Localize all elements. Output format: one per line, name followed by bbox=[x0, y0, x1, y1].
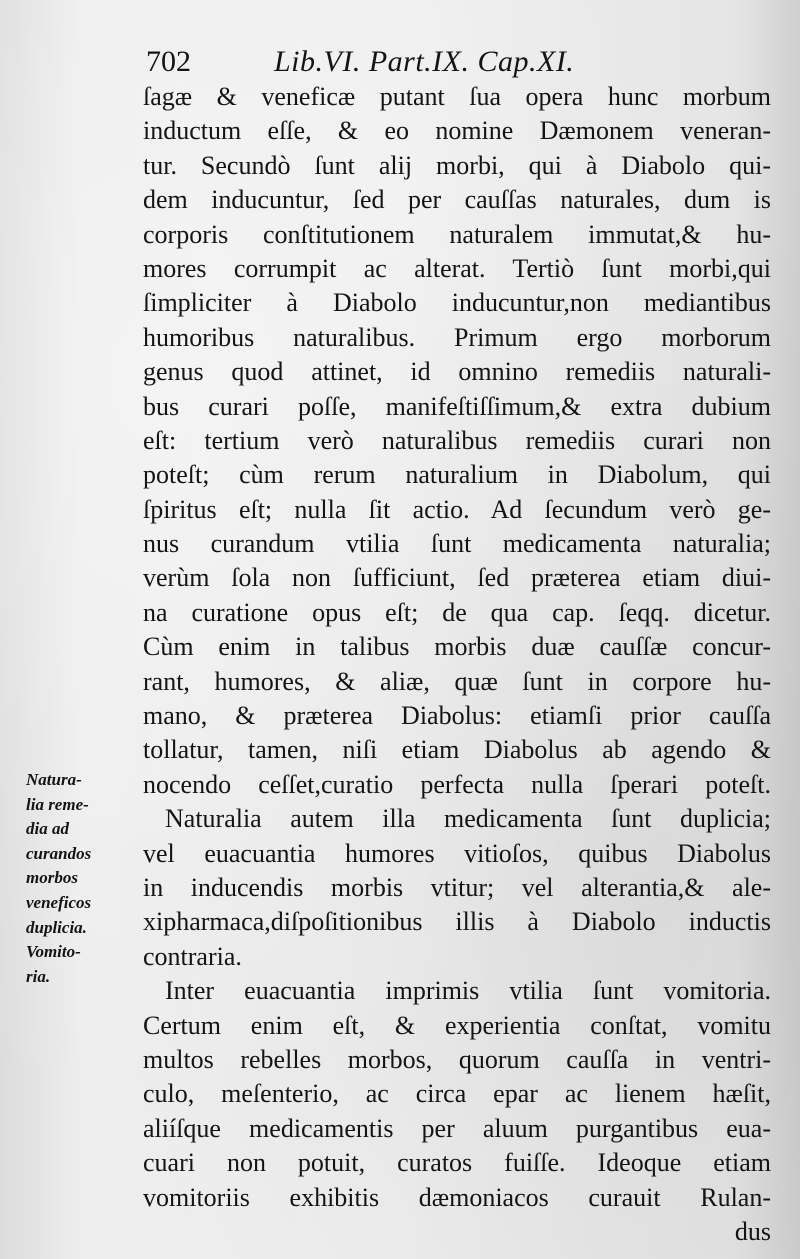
margin-note-line: duplicia. bbox=[26, 917, 87, 937]
text-line: eſt: tertium verò naturalibus remediis curari non bbox=[143, 425, 771, 455]
margin-note-line: ria. bbox=[26, 966, 51, 986]
margin-note-line: veneficos bbox=[26, 892, 92, 912]
text-line: vel euacuantia humores vitioſos, quibus Diabolus bbox=[143, 838, 771, 868]
running-head: Lib.VI. Part.IX. Cap.XI. bbox=[274, 45, 575, 78]
text-line: Cùm enim in talibus morbis duæ cauſſæ concur- bbox=[143, 632, 771, 662]
margin-note-line: morbos bbox=[26, 868, 78, 888]
text-line: contraria. bbox=[143, 941, 242, 971]
text-line: Naturalia autem illa medicamenta ſunt duplicia; bbox=[165, 804, 771, 834]
text-line: vomitoriis exhibitis dæmoniacos curauit Rulan- bbox=[143, 1182, 771, 1212]
text-line: nocendo ceſſet,curatio perfecta nulla ſperari poteſt. bbox=[143, 769, 771, 799]
text-line: mano, & præterea Diabolus: etiamſi prior cauſſa bbox=[143, 701, 771, 731]
text-line: tollatur, tamen, niſi etiam Diabolus ab agendo & bbox=[143, 735, 771, 765]
text-line: nus curandum vtilia ſunt medicamenta naturalia; bbox=[143, 529, 771, 559]
catchword: dus bbox=[734, 1216, 771, 1246]
text-line: verùm ſola non ſufficiunt, ſed præterea etiam diui- bbox=[143, 563, 771, 593]
text-line: Inter euacuantia imprimis vtilia ſunt vomitoria. bbox=[165, 976, 771, 1006]
text-line: aliíſque medicamentis per aluum purgantibus eua- bbox=[143, 1113, 771, 1143]
text-line: corporis conſtitutionem naturalem immutat,& hu- bbox=[143, 219, 771, 249]
text-line: tur. Secundò ſunt alij morbi, qui à Diabolo qui- bbox=[143, 150, 771, 180]
text-line: na curatione opus eſt; de qua cap. ſeqq. dicetur. bbox=[143, 597, 771, 627]
text-line: dem inducuntur, ſed per cauſſas naturales, dum is bbox=[143, 185, 771, 215]
text-line: multos rebelles morbos, quorum cauſſa in ventri- bbox=[143, 1044, 771, 1074]
body-text bbox=[143, 80, 771, 1249]
margin-note-line: curandos bbox=[26, 843, 92, 863]
text-line: bus curari poſſe, manifeſtiſſimum,& extra dubium bbox=[143, 391, 771, 421]
text-line: ſpiritus eſt; nulla ſit actio. Ad ſecundum verò ge- bbox=[143, 494, 771, 524]
text-line: cuari non potuit, curatos fuiſſe. Ideoque etiam bbox=[143, 1148, 771, 1178]
margin-note-line: dia ad bbox=[26, 819, 69, 839]
text-line: genus quod attinet, id omnino remediis naturali- bbox=[143, 357, 771, 387]
text-line: mores corrumpit ac alterat. Tertiò ſunt morbi,qui bbox=[143, 253, 771, 283]
page-number: 702 bbox=[146, 45, 191, 78]
text-line: xipharmaca,diſpoſitionibus illis à Diabolo inductis bbox=[143, 907, 771, 937]
text-line: humoribus naturalibus. Primum ergo morborum bbox=[143, 322, 771, 352]
text-line: ſagæ & veneficæ putant ſua opera hunc morbum bbox=[143, 82, 771, 111]
margin-note-line: Natura- bbox=[26, 770, 82, 789]
text-line: Certum enim eſt, & experientia conſtat, vomitu bbox=[143, 1010, 771, 1040]
margin-note bbox=[26, 768, 134, 989]
text-line: inductum eſſe, & eo nomine Dæmonem veneran- bbox=[143, 116, 771, 146]
text-line: poteſt; cùm rerum naturalium in Diabolum, qui bbox=[143, 460, 771, 490]
text-line: in inducendis morbis vtitur; vel alterantia,& ale- bbox=[143, 872, 771, 902]
text-line: rant, humores, & aliæ, quæ ſunt in corpore hu- bbox=[143, 666, 771, 696]
margin-note-line: lia reme- bbox=[26, 794, 89, 814]
margin-note-line: Vomito- bbox=[26, 942, 81, 962]
text-line: ſimpliciter à Diabolo inducuntur,non mediantibus bbox=[143, 288, 771, 318]
page-header bbox=[146, 42, 766, 82]
text-line: culo, meſenterio, ac circa epar ac lienem hæſit, bbox=[143, 1079, 771, 1109]
